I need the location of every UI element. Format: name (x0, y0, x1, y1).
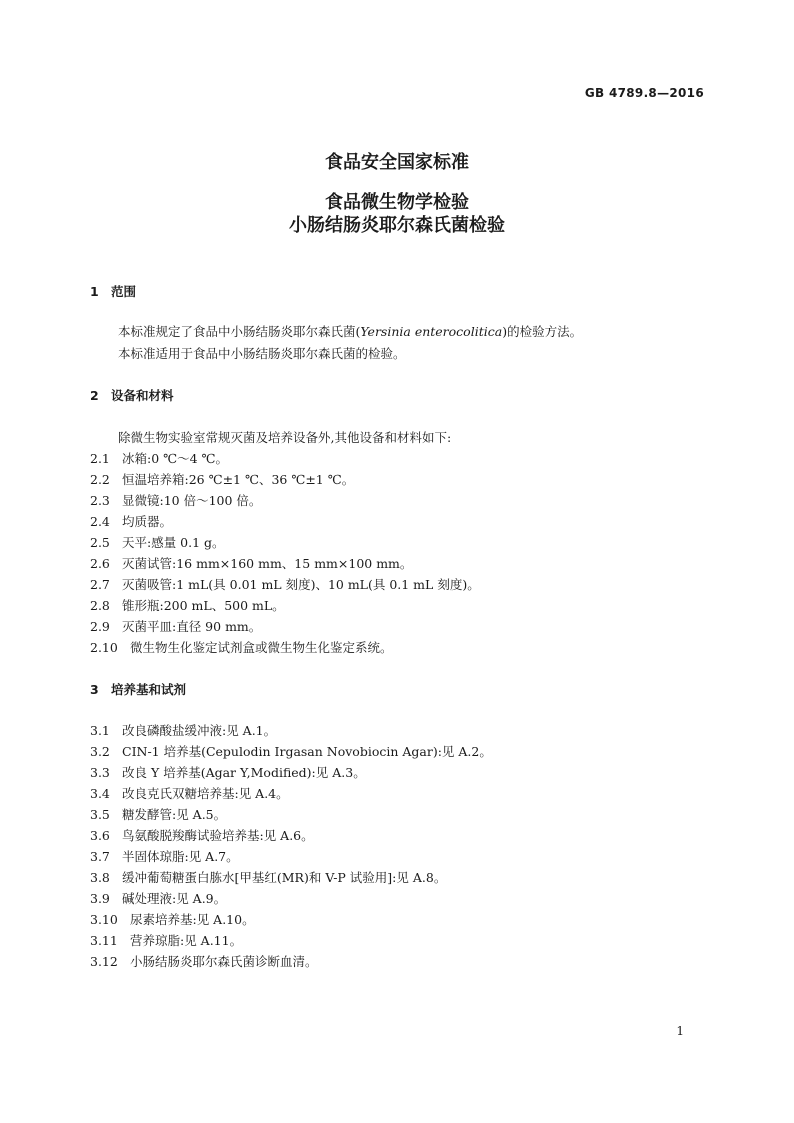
item-number: 3.11 (90, 933, 118, 948)
section-number: 3 (90, 682, 99, 697)
item-text: 改良磷酸盐缓冲液:见 A.1。 (122, 723, 277, 738)
item-number: 2.10 (90, 640, 118, 655)
item-text: 恒温培养箱:26 ℃±1 ℃、36 ℃±1 ℃。 (122, 472, 355, 487)
para-text: 本标准规定了食品中小肠结肠炎耶尔森氏菌( (118, 324, 361, 339)
item-number: 3.2 (90, 744, 110, 759)
list-item (90, 889, 226, 907)
item-text: 缓冲葡萄糖蛋白胨水[甲基红(MR)和 V-P 试验用]:见 A.8。 (122, 870, 447, 885)
list-item (90, 554, 412, 572)
list-item (90, 449, 228, 467)
section-title: 培养基和试剂 (111, 682, 187, 697)
list-item (90, 533, 225, 551)
item-number: 2.3 (90, 493, 110, 508)
list-item (90, 596, 285, 614)
item-text: 糖发酵管:见 A.5。 (122, 807, 227, 822)
item-number: 2.4 (90, 514, 110, 529)
list-item (90, 826, 314, 844)
section-title: 范围 (111, 284, 137, 299)
item-text: 冰箱:0 ℃～4 ℃。 (122, 451, 229, 466)
standard-number: GB 4789.8—2016 (584, 86, 704, 100)
item-text: 显微镜:10 倍～100 倍。 (122, 493, 262, 508)
item-text: 改良 Y 培养基(Agar Y,Modified):见 A.3。 (122, 765, 366, 780)
item-number: 2.2 (90, 472, 110, 487)
list-item (90, 721, 276, 739)
section-2-heading (90, 386, 174, 404)
list-item (90, 952, 318, 970)
list-item (90, 868, 446, 886)
section-1-paragraph-2: 本标准适用于食品中小肠结肠炎耶尔森氏菌的检验。 (118, 346, 406, 361)
item-number: 3.4 (90, 786, 110, 801)
list-item (90, 491, 261, 509)
item-text: 改良克氏双糖培养基:见 A.4。 (122, 786, 289, 801)
item-number: 3.3 (90, 765, 110, 780)
item-number: 3.7 (90, 849, 110, 864)
list-item (90, 910, 255, 928)
section-title: 设备和材料 (111, 388, 174, 403)
section-3-heading (90, 680, 186, 698)
item-text: 均质器。 (122, 514, 173, 529)
list-item (90, 617, 261, 635)
item-text: 灭菌吸管:1 mL(具 0.01 mL 刻度)、10 mL(具 0.1 mL 刻度)。 (122, 577, 480, 592)
item-text: 尿素培养基:见 A.10。 (130, 912, 255, 927)
item-text: 灭菌平皿:直径 90 mm。 (122, 619, 262, 634)
list-item (90, 931, 242, 949)
list-item (90, 512, 172, 530)
document-subtitle-2: 小肠结肠炎耶尔森氏菌检验 (289, 215, 505, 236)
list-item (90, 805, 226, 823)
section-1-paragraph-1 (118, 322, 582, 340)
page-number: 1 (676, 1024, 684, 1038)
item-text: 半固体琼脂:见 A.7。 (122, 849, 239, 864)
list-item (90, 763, 366, 781)
item-number: 2.5 (90, 535, 110, 550)
item-number: 3.1 (90, 723, 110, 738)
section-number: 1 (90, 284, 99, 299)
item-text: 天平:感量 0.1 g。 (122, 535, 225, 550)
list-item (90, 638, 393, 656)
item-text: 碱处理液:见 A.9。 (122, 891, 227, 906)
item-text: 营养琼脂:见 A.11。 (130, 933, 243, 948)
scientific-name: Yersinia enterocolitica (360, 324, 503, 339)
list-item (90, 470, 354, 488)
list-item (90, 784, 289, 802)
document-title: 食品安全国家标准 (325, 152, 469, 173)
item-text: 鸟氨酸脱羧酶试验培养基:见 A.6。 (122, 828, 314, 843)
item-number: 3.8 (90, 870, 110, 885)
item-text: 灭菌试管:16 mm×160 mm、15 mm×100 mm。 (122, 556, 413, 571)
list-item (90, 847, 239, 865)
item-text: CIN-1 培养基(Cepulodin Irgasan Novobiocin Agar):见 A.2。 (122, 744, 492, 759)
item-number: 3.5 (90, 807, 110, 822)
document-subtitle: 食品微生物学检验 (325, 192, 469, 213)
item-number: 3.10 (90, 912, 118, 927)
section-number: 2 (90, 388, 99, 403)
item-number: 2.9 (90, 619, 110, 634)
item-number: 2.1 (90, 451, 110, 466)
para-text: )的检验方法。 (502, 324, 583, 339)
item-number: 3.12 (90, 954, 118, 969)
item-number: 3.9 (90, 891, 110, 906)
item-text: 微生物生化鉴定试剂盒或微生物生化鉴定系统。 (130, 640, 393, 655)
item-number: 2.7 (90, 577, 110, 592)
item-text: 锥形瓶:200 mL、500 mL。 (122, 598, 285, 613)
section-1-heading (90, 282, 136, 300)
item-number: 2.6 (90, 556, 110, 571)
item-number: 2.8 (90, 598, 110, 613)
item-text: 小肠结肠炎耶尔森氏菌诊断血清。 (130, 954, 318, 969)
section-2-intro: 除微生物实验室常规灭菌及培养设备外,其他设备和材料如下: (118, 430, 452, 445)
list-item (90, 742, 492, 760)
item-number: 3.6 (90, 828, 110, 843)
list-item (90, 575, 480, 593)
